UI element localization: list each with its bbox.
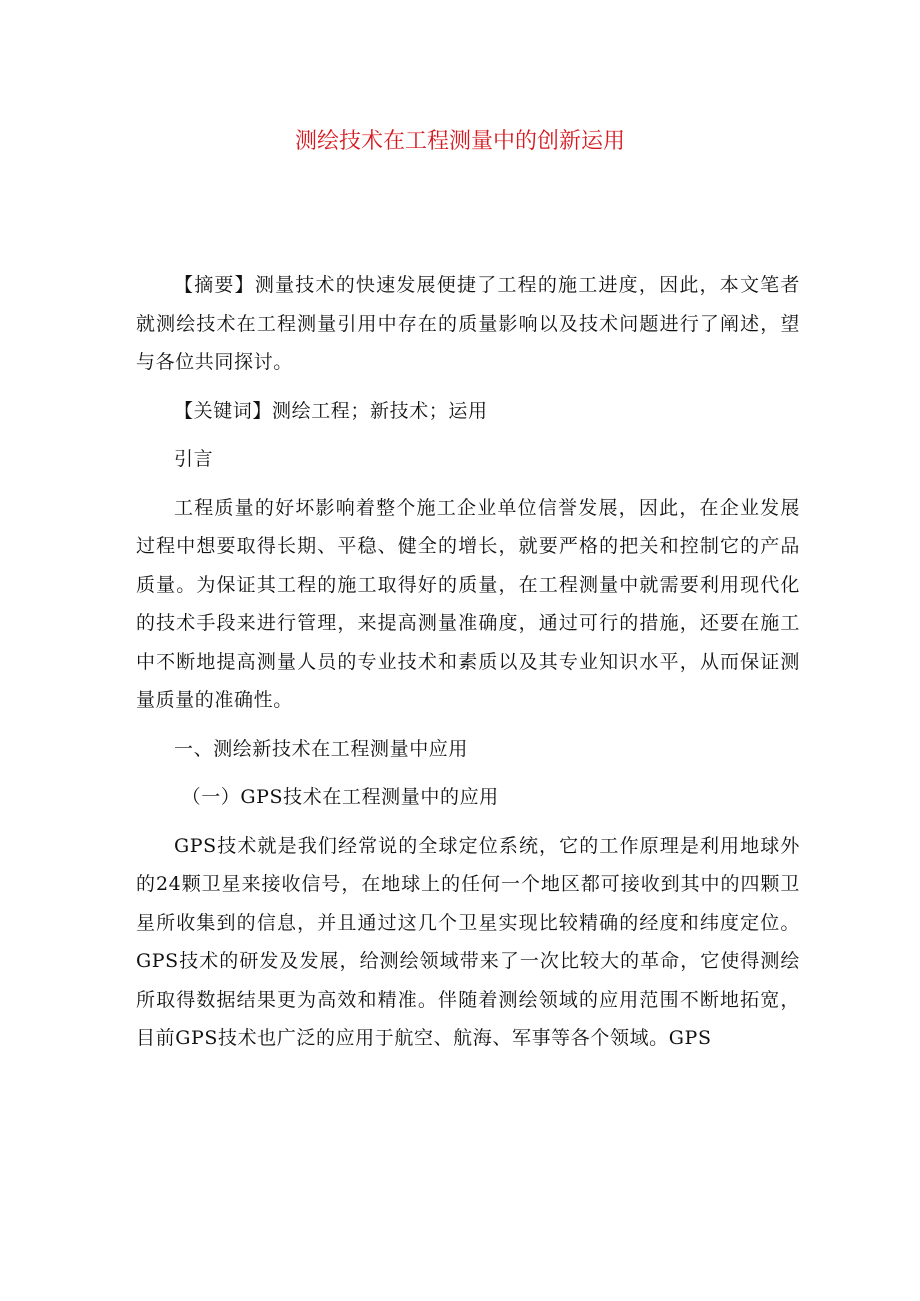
document-body (136, 266, 800, 1058)
document-title: 测绘技术在工程测量中的创新运用 (294, 129, 625, 154)
introduction-heading: 引言 (174, 448, 214, 470)
introduction-paragraph: 工程质量的好坏影响着整个施工企业单位信誉发展，因此，在企业发展过程中想要取得长期、平稳、健全的增长，就要严格的把关和控制它的产品质量。为保证其工程的施工取得好的质量，在工程测量中就需要利用现代化的技术手段来进行管理，来提高测量准确度，通过可行的措施，还要在施工中不断地提高测量人员的专业技术和素质以及其专业知识水平，从而保证测量质量的准确性。 (136, 496, 800, 711)
keywords-paragraph: 【关键词】测绘工程；新技术；运用 (174, 399, 488, 422)
subsection-heading: （一）GPS技术在工程测量中的应用 (181, 786, 499, 808)
section-heading: 一、测绘新技术在工程测量中应用 (174, 737, 469, 760)
abstract-paragraph: 【摘要】测量技术的快速发展便捷了工程的施工进度，因此，本文笔者就测绘技术在工程测量引用中存在的质量影响以及技术问题进行了阐述，望与各位共同探讨。 (136, 274, 800, 373)
gps-paragraph: GPS技术就是我们经常说的全球定位系统，它的工作原理是利用地球外的24颗卫星来接收信号，在地球上的任何一个地区都可接收到其中的四颗卫星所收集到的信息，并且通过这几个卫星实现比较精确的经度和纬度定位。GPS技术的研发及发展，给测绘领域带来了一次比较大的革命，它使得测绘所取得数据结果更为高效和精准。伴随着测绘领域的应用范围不断地拓宽，目前GPS技术也广泛的应用于航空、航海、军事等各个领域。GPS (136, 834, 800, 1049)
